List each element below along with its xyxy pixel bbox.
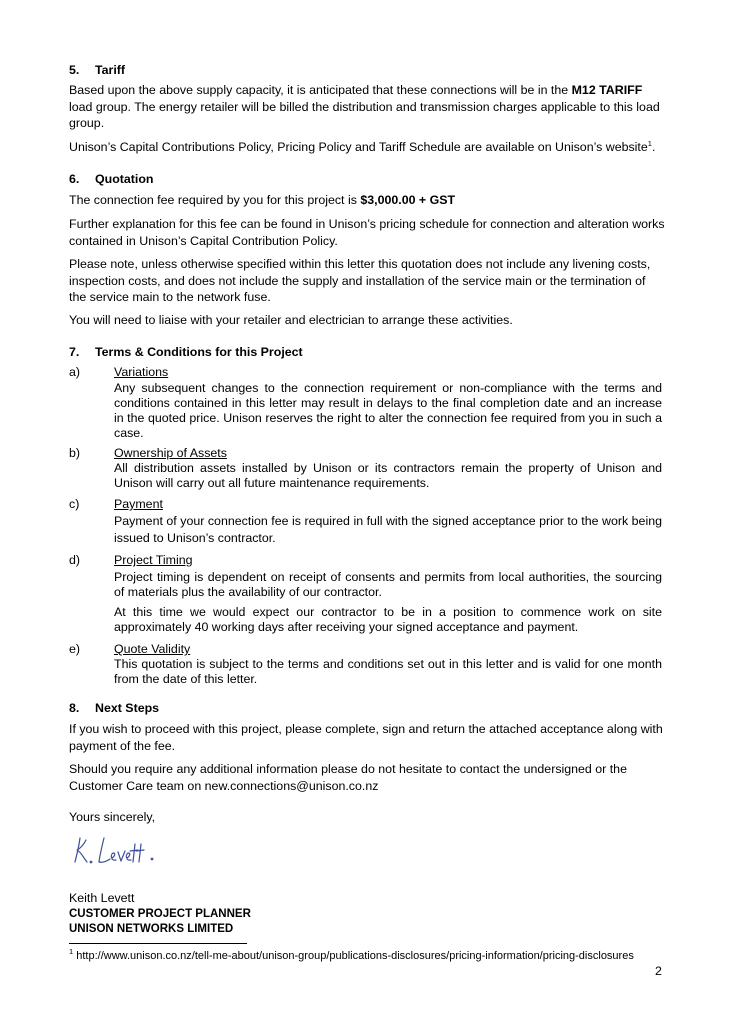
tariff-paragraph-1	[69, 82, 665, 132]
term-title-payment: Payment	[114, 497, 163, 511]
term-letter: a)	[69, 365, 81, 379]
signatory-name: Keith Levett	[69, 891, 135, 905]
section-title: Quotation	[95, 172, 154, 186]
text: Unison’s Capital Contributions Policy, Pricing Policy and Tariff Schedule are available on Unison’s website	[69, 140, 648, 154]
section-terms-heading	[69, 344, 665, 361]
signatory-title: CUSTOMER PROJECT PLANNER	[69, 908, 251, 920]
term-letter: d)	[69, 553, 81, 567]
salutation: Yours sincerely,	[69, 810, 156, 824]
quotation-paragraph-2: Further explanation for this fee can be found in Unison’s pricing schedule for connection and alteration works contained in Unison’s Capital Contribution Policy.	[69, 217, 665, 248]
term-letter: b)	[69, 446, 81, 460]
footnote-mark: 1	[69, 947, 74, 956]
footnote-divider	[69, 943, 247, 944]
term-title-timing: Project Timing	[114, 553, 193, 567]
section-title: Terms & Conditions for this Project	[95, 345, 303, 359]
term-text-timing-2: At this time we would expect our contractor to be in a position to commence work on site approximately 40 working days after receiving your signed acceptance and payment.	[114, 605, 662, 634]
signature-ink	[75, 838, 153, 863]
text: .	[651, 140, 656, 154]
footnote-ref: 1	[647, 139, 652, 148]
next-steps-paragraph-2: Should you require any additional information please do not hesitate to contact the undersigned or the Customer Care team on new.connections@unison.co.nz	[69, 762, 627, 793]
text: The connection fee required by you for this project is	[69, 193, 357, 207]
term-text-payment: Payment of your connection fee is required in full with the signed acceptance prior to the work being issued to Unison’s contractor.	[114, 514, 662, 545]
term-letter: e)	[69, 642, 81, 656]
handwritten-signature	[72, 832, 162, 872]
quotation-paragraph-3: Please note, unless otherwise specified within this letter this quotation does not include any livening costs, inspection costs, and does not include the supply and installation of the service main or the termination of the service main to the network fuse.	[69, 257, 651, 305]
quotation-paragraph-4: You will need to liaise with your retailer and electrician to arrange these activities.	[69, 313, 513, 327]
tariff-paragraph-2	[69, 139, 665, 156]
term-letter: c)	[69, 497, 80, 511]
section-number: 6.	[69, 172, 80, 186]
section-next-steps-heading	[69, 700, 665, 717]
section-title: Tariff	[95, 63, 126, 77]
term-text-ownership: All distribution assets installed by Unison or its contractors remain the property of Unison and Unison will carry out all future maintenance requirements.	[114, 461, 662, 490]
term-text-variations: Any subsequent changes to the connection requirement or non-compliance with the terms and conditions contained in this letter may result in delays to the final completion date and an increase in the quoted price. Unison reserves the right to alter the connection fee required from you in such a case.	[114, 381, 662, 440]
section-title: Next Steps	[95, 701, 160, 715]
footnote-link[interactable]: http://www.unison.co.nz/tell-me-about/unison-group/publications-disclosures/pricing-information/pricing-disclosures	[76, 950, 634, 962]
term-text-validity: This quotation is subject to the terms and conditions set out in this letter and is valid for one month from the date of this letter.	[114, 657, 662, 686]
section-tariff-heading	[69, 62, 665, 79]
text: load group. The energy retailer will be billed the distribution and transmission charges applicable to this load group.	[69, 99, 660, 131]
section-number: 8.	[69, 701, 80, 715]
term-title-variations: Variations	[114, 365, 169, 379]
quotation-paragraph-1	[69, 192, 665, 209]
section-quotation-heading	[69, 171, 665, 188]
text: Based upon the above supply capacity, it is anticipated that these connections will be in the	[69, 83, 569, 97]
section-number: 7.	[69, 345, 80, 359]
term-text-timing: Project timing is dependent on receipt of consents and permits from local authorities, the sourcing of materials plus the availability of our contractor.	[114, 570, 662, 599]
signatory-company: UNISON NETWORKS LIMITED	[69, 923, 234, 935]
page-number: 2	[655, 964, 662, 978]
tariff-code: M12 TARIFF	[571, 83, 643, 97]
term-title-ownership: Ownership of Assets	[114, 446, 227, 460]
term-title-validity: Quote Validity	[114, 642, 191, 656]
section-number: 5.	[69, 63, 80, 77]
next-steps-paragraph-1: If you wish to proceed with this project, please complete, sign and return the attached acceptance along with payment of the fee.	[69, 722, 663, 753]
footnote	[69, 947, 634, 962]
connection-fee: $3,000.00 + GST	[360, 193, 456, 207]
